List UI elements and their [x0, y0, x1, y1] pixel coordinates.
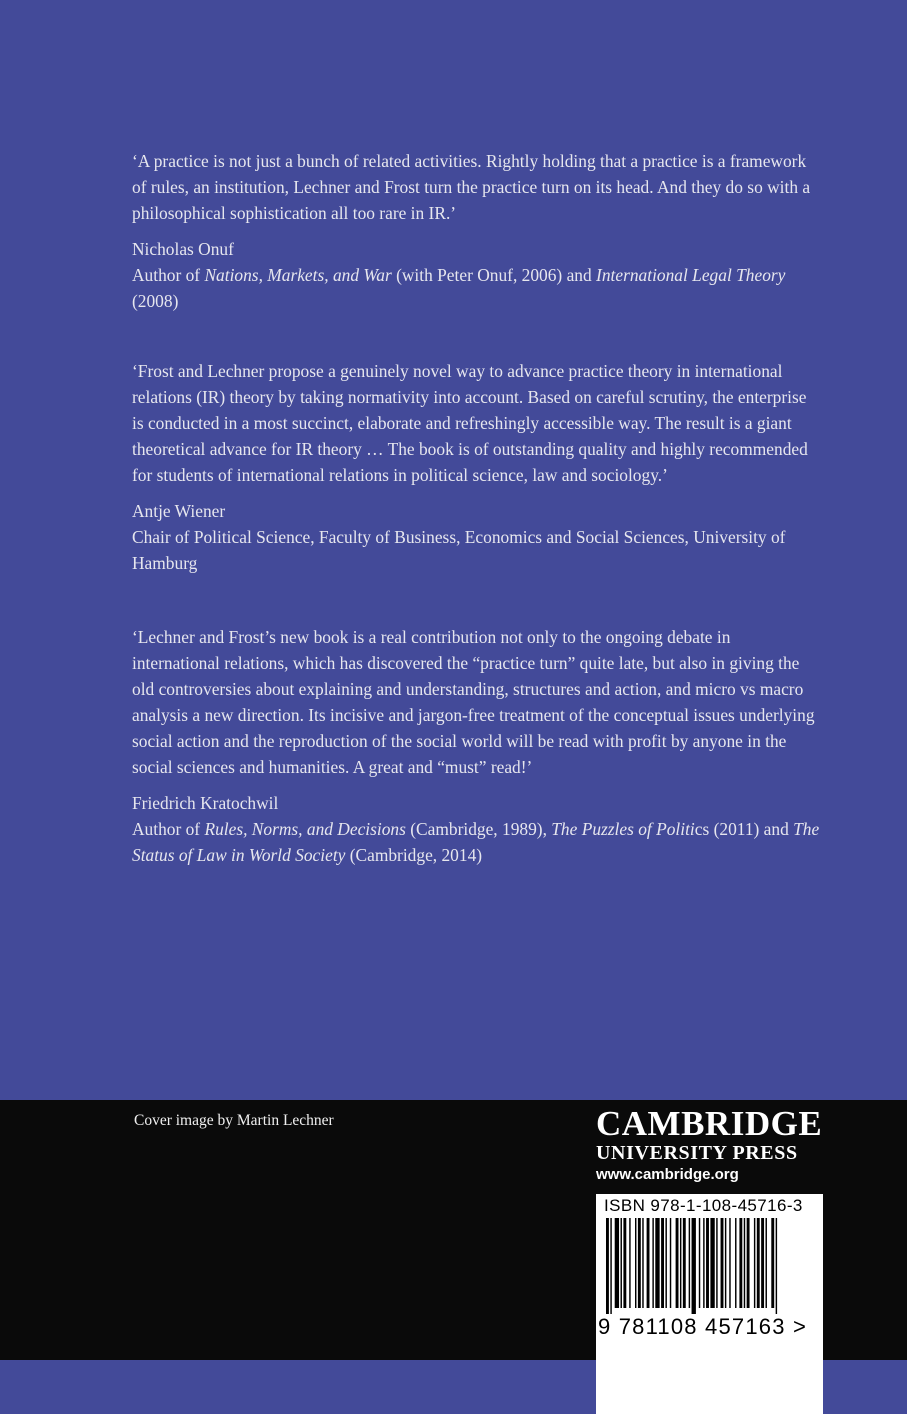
barcode-digits: 9 781108 457163 > — [598, 1314, 808, 1339]
barcode-bar — [676, 1218, 679, 1308]
barcode-bar — [735, 1218, 736, 1308]
barcode-bar — [606, 1218, 609, 1314]
endorser-affiliation: Chair of Political Science, Faculty of Business, Economics and Social Sciences, University of Hamburg — [132, 527, 786, 573]
barcode-bar — [621, 1218, 622, 1308]
barcode-bar — [642, 1218, 643, 1308]
barcode-bar — [716, 1218, 717, 1308]
barcode-bar — [729, 1218, 730, 1308]
endorsement-quote: ‘A practice is not just a bunch of related activities. Rightly holding that a practice is a framework of rules, an institution, Lechner and Frost turn the practice turn on its head. And they do so with a philosophical sophistication all too rare in IR.’ — [132, 151, 811, 223]
publisher-name: CAMBRIDGE — [596, 1104, 823, 1143]
cover-credit: Cover image by Martin Lechner — [134, 1112, 334, 1129]
barcode-bar — [689, 1218, 690, 1308]
barcode-bar — [744, 1218, 745, 1308]
barcode-bar — [638, 1218, 641, 1308]
barcode-bar — [665, 1218, 666, 1308]
endorser-name: Antje Wiener — [132, 501, 226, 521]
barcode-bar — [699, 1218, 700, 1308]
barcode-bar — [757, 1218, 760, 1308]
barcode-bar — [766, 1218, 767, 1308]
barcode-bar — [771, 1218, 774, 1308]
endorser-name: Friedrich Kratochwil — [132, 793, 279, 813]
endorsement-attribution — [132, 790, 822, 868]
barcode-bar — [725, 1218, 726, 1308]
barcode-bar — [623, 1218, 626, 1308]
publisher-subtitle: UNIVERSITY PRESS — [596, 1142, 798, 1164]
isbn-barcode — [596, 1194, 823, 1414]
barcode-bar — [661, 1218, 664, 1308]
barcode-icon — [600, 1218, 819, 1314]
barcode-bar — [706, 1218, 709, 1308]
isbn-label: ISBN 978-1-108-45716-3 — [604, 1196, 803, 1215]
barcode-bar — [615, 1218, 619, 1308]
barcode-bar — [754, 1218, 755, 1308]
barcode-bar — [610, 1218, 611, 1314]
barcode-bar — [683, 1218, 686, 1308]
barcode-bar — [647, 1218, 650, 1308]
barcode-bar — [635, 1218, 636, 1308]
barcode-bar — [761, 1218, 764, 1308]
endorsement-quote: ‘Frost and Lechner propose a genuinely novel way to advance practice theory in international relations (IR) theory by taking normativity into account. Based on careful scrutiny, the enterprise is conducted in a most succinct, elaborate and refreshingly accessible way. The result is a giant theoretical advance for IR theory … The book is of outstanding quality and highly recommended for students of international relations in political science, law and sociology.’ — [132, 361, 808, 485]
barcode-bar — [680, 1218, 681, 1308]
barcode-bar — [776, 1218, 777, 1314]
barcode-bar — [747, 1218, 750, 1308]
barcode-bar — [670, 1218, 671, 1308]
barcode-bar — [652, 1218, 653, 1308]
barcode-bar — [710, 1218, 714, 1308]
barcode-bar — [692, 1218, 696, 1314]
barcode-bar — [721, 1218, 724, 1308]
endorsements — [132, 148, 822, 868]
footer-band — [0, 1100, 907, 1360]
publisher-url: www.cambridge.org — [596, 1166, 739, 1183]
endorsement-quote: ‘Lechner and Frost’s new book is a real contribution not only to the ongoing debate in international relations, which has discovered the “practice turn” quite late, but also in giving the old controversies about explaining and understanding, structures and action, and micro vs macro analysis a new direction. Its incisive and jargon-free treatment of the conceptual issues underlying social action and the reproduction of the social world will be read with profit by anyone in the social sciences and humanities. A great and “must” read!’ — [132, 627, 815, 777]
barcode-bar — [629, 1218, 630, 1308]
endorser-affiliation: Author of Nations, Markets, and War (with Peter Onuf, 2006) and International Legal Theory (2008) — [132, 265, 786, 311]
endorsement-attribution — [132, 498, 822, 576]
endorser-name: Nicholas Onuf — [132, 239, 234, 259]
endorsement-attribution — [132, 236, 822, 314]
barcode-bar — [739, 1218, 742, 1308]
barcode-bar — [703, 1218, 704, 1308]
publisher-logo — [596, 1106, 826, 1186]
endorser-affiliation: Author of Rules, Norms, and Decisions (Cambridge, 1989), The Puzzles of Politics (2011) and The Status of Law in World Society (Cambridge, 2014) — [132, 819, 820, 865]
barcode-bar — [655, 1218, 659, 1308]
